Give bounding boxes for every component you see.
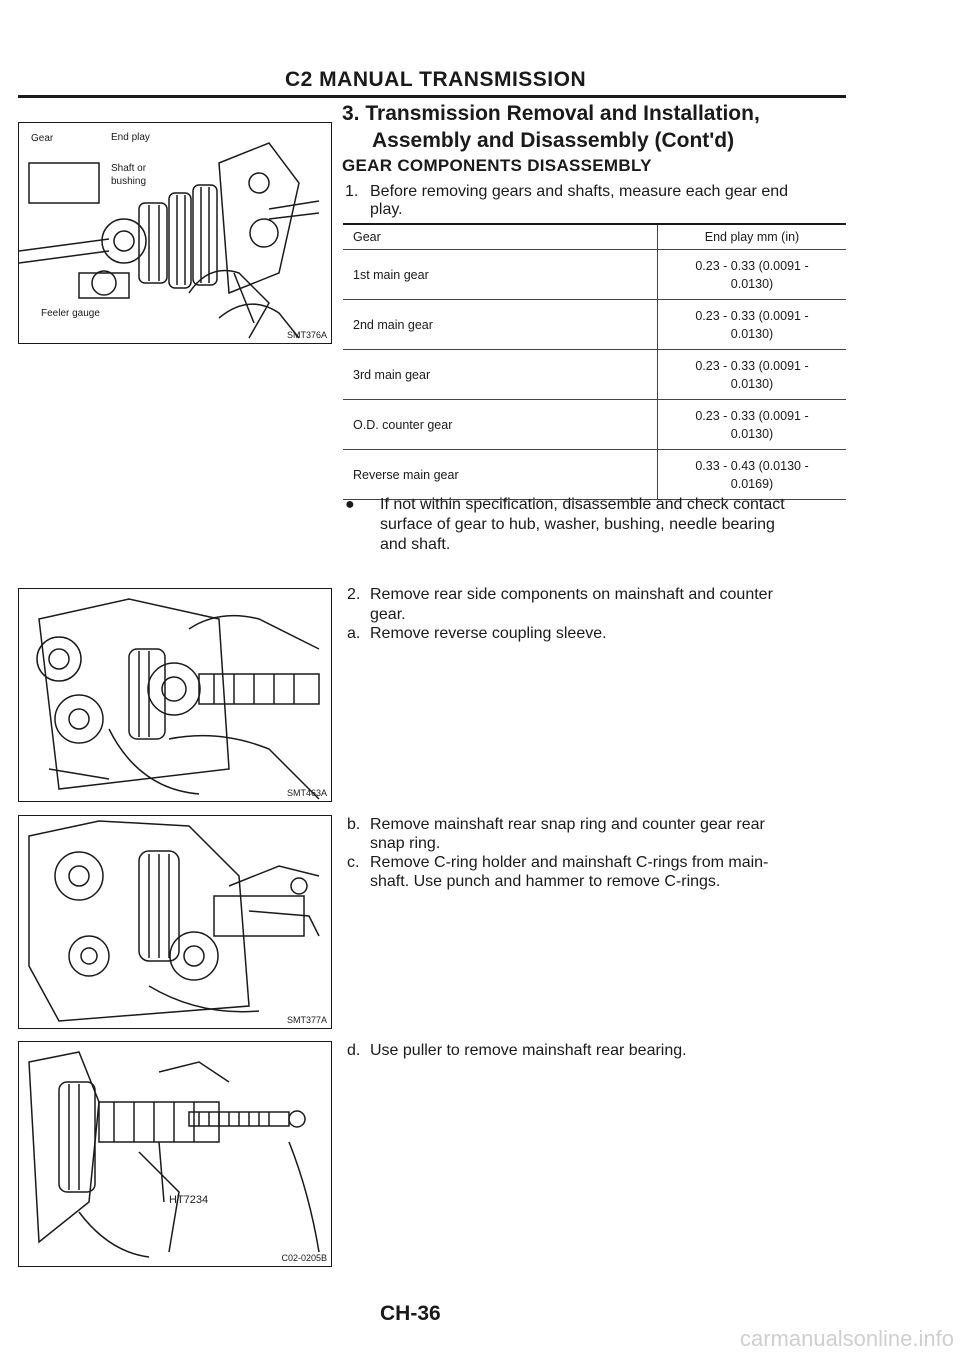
label-shaft: Shaft or	[111, 163, 147, 174]
table-cell-end-play	[658, 450, 847, 500]
step-c-line2: shaft. Use punch and hammer to remove C-rings.	[370, 873, 721, 890]
section-title-line2: Assembly and Disassembly (Cont'd)	[372, 129, 735, 152]
end-play-value-line1: 0.23 - 0.33 (0.0091 -	[695, 358, 809, 373]
table-row	[343, 400, 846, 450]
step-1-number: 1.	[345, 183, 359, 200]
header-rule	[18, 95, 846, 98]
step-c-line1: Remove C-ring holder and mainshaft C-rings from main-	[370, 854, 769, 871]
figure-code: SMT377A	[286, 1015, 327, 1025]
end-play-value-line2: 0.0130)	[730, 376, 774, 391]
table-header-end-play: End play mm (in)	[658, 225, 847, 250]
table-row	[343, 250, 846, 300]
step-2-line1: Remove rear side components on mainshaft and counter	[370, 586, 773, 603]
label-feeler-gauge: Feeler gauge	[41, 308, 100, 319]
table-cell-end-play	[658, 400, 847, 450]
end-play-value-line1: 0.23 - 0.33 (0.0091 -	[695, 408, 809, 423]
step-1-line2: play.	[370, 201, 403, 218]
table-cell-gear: O.D. counter gear	[343, 400, 658, 450]
figure-snap-ring	[18, 815, 332, 1029]
table-row	[343, 300, 846, 350]
end-play-value-line2: 0.0130)	[730, 326, 774, 341]
table-cell-gear: 1st main gear	[343, 250, 658, 300]
end-play-value-line2: 0.0169)	[730, 476, 774, 491]
label-end-play: End play	[111, 132, 150, 143]
figure-code: SMT376A	[286, 330, 327, 340]
step-a-text: Remove reverse coupling sleeve.	[370, 625, 607, 642]
end-play-value-line2: 0.0130)	[730, 276, 774, 291]
figure-code: SMT463A	[286, 788, 327, 798]
bullet-line2: surface of gear to hub, washer, bushing, needle bearing	[380, 516, 775, 533]
puller-illustration	[19, 1042, 331, 1266]
bullet-line1: If not within specification, disassemble and check contact	[380, 496, 785, 513]
figure-feeler-gauge	[18, 122, 332, 344]
figure-puller	[18, 1041, 332, 1267]
reverse-coupling-illustration	[19, 589, 331, 801]
table-row	[343, 450, 846, 500]
step-d-text: Use puller to remove mainshaft rear bearing.	[370, 1042, 687, 1059]
table-cell-end-play	[658, 350, 847, 400]
end-play-value-line1: 0.33 - 0.43 (0.0130 -	[695, 458, 809, 473]
table-row	[343, 350, 846, 400]
figure-code: C02-0205B	[281, 1253, 327, 1263]
label-gear: Gear	[31, 133, 54, 144]
end-play-value-line2: 0.0130)	[730, 426, 774, 441]
snap-ring-illustration	[19, 816, 331, 1028]
step-2-number: 2.	[347, 586, 361, 603]
table-cell-end-play	[658, 300, 847, 350]
step-a-letter: a.	[347, 625, 361, 642]
page-header-title: C2 MANUAL TRANSMISSION	[285, 68, 587, 91]
table-header-row	[343, 225, 846, 250]
step-b-line1: Remove mainshaft rear snap ring and counter gear rear	[370, 816, 765, 833]
bullet-line3: and shaft.	[380, 536, 451, 553]
figure-reverse-coupling	[18, 588, 332, 802]
watermark: carmanualsonline.info	[739, 1326, 954, 1351]
label-tool-number: HT7234	[169, 1194, 209, 1206]
end-play-value-line1: 0.23 - 0.33 (0.0091 -	[695, 258, 809, 273]
subsection-title: GEAR COMPONENTS DISASSEMBLY	[342, 156, 652, 175]
bullet-icon: ●	[345, 496, 355, 513]
table-header-gear: Gear	[343, 225, 658, 250]
page-number: CH-36	[380, 1302, 441, 1325]
table-cell-gear: Reverse main gear	[343, 450, 658, 500]
table-cell-end-play	[658, 250, 847, 300]
label-bushing: bushing	[111, 176, 147, 187]
section-title-line1: 3. Transmission Removal and Installation,	[342, 102, 760, 125]
table-cell-gear: 2nd main gear	[343, 300, 658, 350]
table-cell-gear: 3rd main gear	[343, 350, 658, 400]
end-play-value-line1: 0.23 - 0.33 (0.0091 -	[695, 308, 809, 323]
step-c-letter: c.	[347, 854, 360, 871]
step-2-line2: gear.	[370, 606, 406, 623]
step-1-line1: Before removing gears and shafts, measure each gear end	[370, 183, 789, 200]
step-b-letter: b.	[347, 816, 361, 833]
end-play-table	[343, 225, 846, 500]
step-b-line2: snap ring.	[370, 835, 441, 852]
step-d-letter: d.	[347, 1042, 361, 1059]
